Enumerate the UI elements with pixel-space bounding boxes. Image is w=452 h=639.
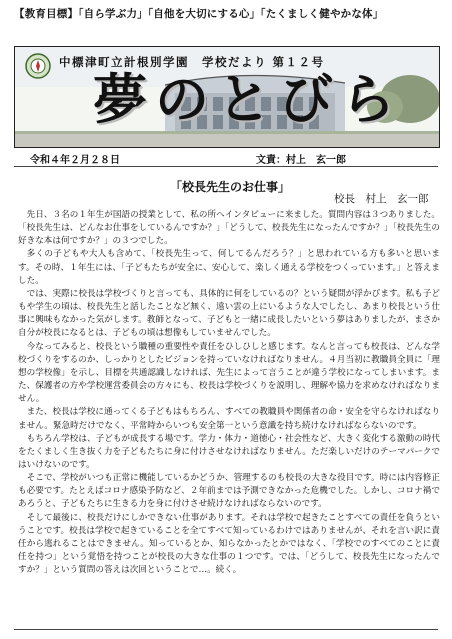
article-paragraph: もちろん学校は、子どもが成長する場です。学力・体力・道徳心・社会性など、大きく変化する激動の時代をたくましく生き抜く力を子どもたちに身に付けさせなければなりません。ただ楽しいだけのテーマパークではいけないのです。 [18,433,440,470]
article-body [18,209,440,577]
writer-credit: 文責：村上 玄一郎 [256,155,346,166]
issue-date: 令和４年２月２８日 [30,155,120,166]
article-title: 「校長先生のお仕事」 [170,180,291,194]
article-paragraph: 先日、３名の１年生が国語の授業として、私の所へインタビューに来ました。質問内容は３つありました。「校長先生は、どんなお仕事をしているんですか？」「どうして、校長先生になったんですか？」「校長先生の好きな本は何ですか？」の３つでした。 [18,210,440,247]
footer-divider [14,629,438,630]
masthead-banner [14,46,440,148]
article-paragraph: 多くの子どもや大人も含めて、「校長先生って、何してるんだろう？」と思われている方も多いと思います。その時、１年生には、「子どもたちが安全に、安心して、楽しく通える学校をつくっています。」と答えました。 [18,249,440,286]
article-paragraph: そして最後に、校長だけにしかできない仕事があります。それは学校で起きたことすべての責任を負うということです。校長は学校で起きていることを全てすべて知っているわけではありませんが、それを言い訳に責任から逃れることはできません。知っているとか、知らなかったとかではなく、「学校でのすべてのことに責任を持つ」という覚悟を持つことが校長の大きな仕事の１つです。では、「どうして、校長先生になったんですか？」という質問の答えは次回ということで…。続く。 [18,512,440,576]
article-paragraph: では、実際に校長は学校づくりと言っても、具体的に何をしているの？という疑問が浮かびます。私も子どもや学生の頃は、校長先生と話したことなど無く、遠い雲の上にいるような人でしたし、あまり校長という仕事に興味もなかった気がします。教師となって、子どもと一緒に成長したいという夢はありましたが、まさか自分が校長になるとは、子どもの頃は想像もしていませんでした。 [18,288,440,339]
newsletter-logo: 夢のとびら [93,67,403,131]
school-newsletter-title: 中標津町立計根別学園 学校だより 第１２号 [59,55,325,69]
education-goals: 【教育目標】「自ら学ぶ力」「自他を大切にする心」「たくましく健やかな体」 [14,8,384,20]
header-divider [14,166,438,167]
article-paragraph: 今なってみると、校長という職種の重要性や責任をひしひしと感じます。なんと言っても校長は、どんな学校づくりをするのか、しっかりとしたビジョンを持っていなければなりません。４月当初に教職員全員に「理想の学校像」を示し、目標を共通認識しなければ、先生によって言うことが違う学校になってしまいます。また、保護者の方や学校運営委員会の方々にも、校長は学校づくりを説明し、理解や協力を求めなければなりません。 [18,341,440,405]
school-emblem-icon [25,53,51,79]
article-paragraph: また、校長は学校に通ってくる子どもはもちろん、すべての教職員や関係者の命・安全を守らなければなりません。緊急時だけでなく、平常時からいつも安全第一という意識を持ち続けなければならないのです。 [18,407,440,431]
article-paragraph: そこで、学校がいつも正常に機能しているかどうか、管理するのも校長の大きな役目です。時には内容修正も必要です。たとえばコロナ感染予防など、２年前までは予測できなかった危機でした。しかし、コロナ禍であろうと、子どもたちに生きる力を身に付けさせ続けなければならないのです。 [18,473,440,510]
article-byline: 校長 村上 玄一郎 [334,193,429,205]
